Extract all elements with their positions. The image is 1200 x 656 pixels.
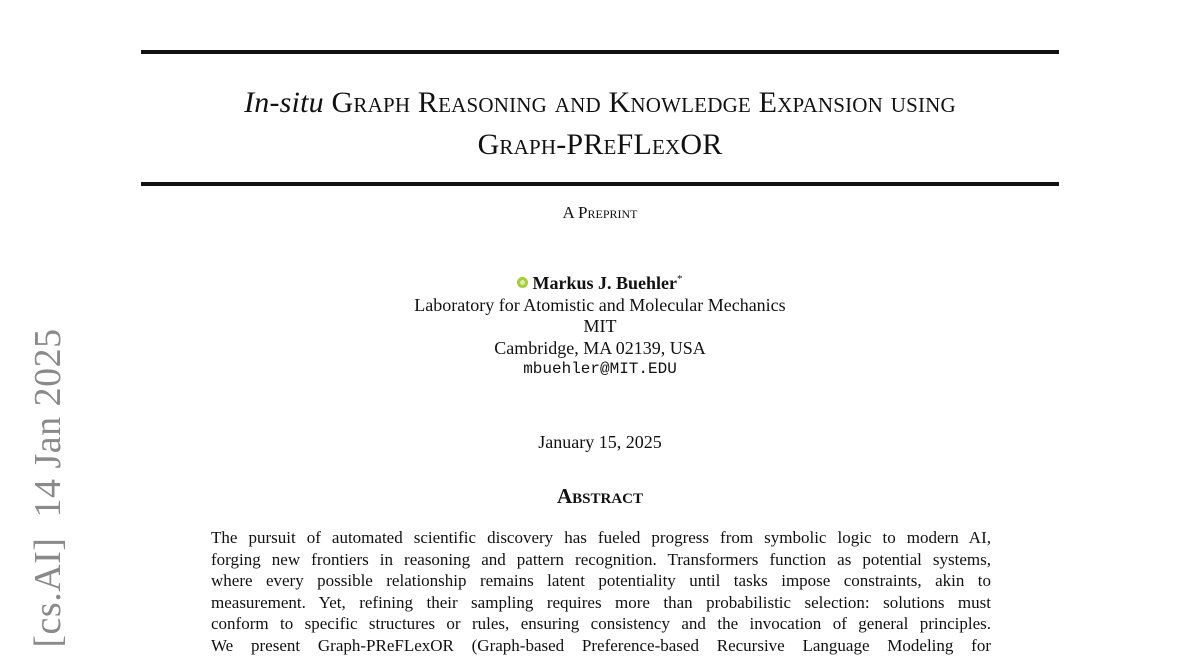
abstract-body bbox=[211, 527, 991, 656]
author-location: Cambridge, MA 02139, USA bbox=[0, 338, 1200, 360]
author-line bbox=[0, 269, 1200, 295]
abstract-line: measurement. Yet, refining their sampling requires more than probabilistic selection: solutions must bbox=[211, 592, 991, 614]
arxiv-date: 14 Jan 2025 bbox=[27, 328, 69, 517]
paper-date: January 15, 2025 bbox=[0, 432, 1200, 453]
preprint-label: A Preprint bbox=[0, 203, 1200, 223]
title-line-1 bbox=[141, 82, 1059, 124]
title-line-1-rest: Graph Reasoning and Knowledge Expansion using bbox=[332, 86, 956, 119]
paper-title bbox=[141, 82, 1059, 166]
abstract-line: forging new frontiers in reasoning and pattern recognition. Transformers function as potential systems, bbox=[211, 549, 991, 571]
abstract-line: The pursuit of automated scientific discovery has fueled progress from symbolic logic to modern AI, bbox=[211, 527, 991, 549]
author-footnote-mark[interactable]: * bbox=[677, 273, 683, 285]
title-line-2: Graph-PReFLexOR bbox=[141, 124, 1059, 166]
author-name: Markus J. Buehler bbox=[532, 273, 677, 293]
abstract-line: where every possible relationship remains latent potentiality until tasks impose constraints, akin to bbox=[211, 570, 991, 592]
author-institution: MIT bbox=[0, 316, 1200, 338]
author-email[interactable]: mbuehler@MIT.EDU bbox=[0, 359, 1200, 381]
abstract-heading: Abstract bbox=[0, 484, 1200, 509]
title-bottom-rule bbox=[141, 182, 1059, 186]
author-affiliation: Laboratory for Atomistic and Molecular Mechanics bbox=[0, 295, 1200, 317]
arxiv-category[interactable]: [cs.AI] bbox=[27, 538, 69, 648]
title-top-rule bbox=[141, 50, 1059, 54]
orcid-icon[interactable] bbox=[517, 277, 528, 288]
arxiv-side-stamp bbox=[26, 328, 70, 647]
author-block bbox=[0, 269, 1200, 381]
abstract-line: conform to specific structures or rules, ensuring consistency and the invocation of general principles. bbox=[211, 613, 991, 635]
title-lead-italic: In-situ bbox=[244, 86, 324, 119]
abstract-line: We present Graph-PReFLexOR (Graph-based Preference-based Recursive Language Modeling for bbox=[211, 635, 991, 656]
